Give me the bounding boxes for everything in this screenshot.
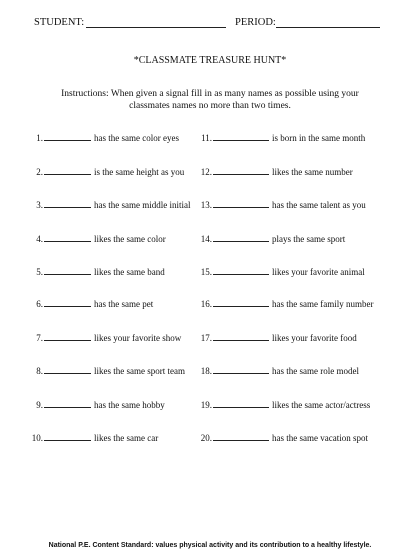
- name-blank: [213, 298, 269, 307]
- footer-standard: National P.E. Content Standard: values physical activity and its contribution to a healthy lifestyle.: [48, 542, 372, 549]
- item-text: likes the same number: [272, 167, 353, 177]
- list-item: [198, 166, 353, 177]
- item-number: 8.: [36, 366, 43, 376]
- item-text: likes your favorite food: [272, 333, 357, 343]
- item-text: has the same talent as you: [272, 200, 366, 210]
- name-blank: [44, 166, 91, 175]
- list-item: [198, 132, 365, 143]
- name-blank: [213, 166, 269, 175]
- item-number: 14.: [200, 234, 212, 244]
- item-text: likes your favorite show: [94, 333, 182, 343]
- name-blank: [213, 365, 269, 374]
- name-blank: [44, 332, 91, 341]
- item-number: 13.: [200, 200, 212, 210]
- item-text: is born in the same month: [272, 133, 366, 143]
- item-number: 1.: [36, 133, 43, 143]
- item-number: 6.: [36, 299, 43, 309]
- item-number: 16.: [200, 299, 212, 309]
- instructions-line-2: classmates names no more than two times.: [129, 101, 291, 111]
- item-text: likes the same band: [94, 267, 165, 277]
- item-text: likes the same actor/actress: [272, 400, 371, 410]
- list-item: [198, 332, 357, 343]
- list-item: [198, 365, 359, 376]
- list-item: [28, 399, 165, 410]
- item-text: plays the same sport: [272, 234, 346, 244]
- item-number: 11.: [201, 133, 212, 143]
- item-number: 12.: [200, 167, 212, 177]
- item-number: 10.: [31, 433, 43, 443]
- item-number: 7.: [36, 333, 43, 343]
- list-item: [28, 432, 158, 443]
- item-number: 3.: [36, 200, 43, 210]
- name-blank: [213, 132, 269, 141]
- item-text: has the same color eyes: [94, 133, 179, 143]
- name-blank: [213, 432, 269, 441]
- name-blank: [44, 132, 91, 141]
- item-text: has the same middle initial: [94, 200, 191, 210]
- list-item: [198, 199, 366, 210]
- name-blank: [44, 199, 91, 208]
- name-blank: [213, 332, 269, 341]
- item-number: 9.: [36, 400, 43, 410]
- period-label: PERIOD:: [235, 17, 276, 28]
- name-blank: [44, 399, 91, 408]
- name-blank: [213, 399, 269, 408]
- name-blank: [44, 298, 91, 307]
- item-text: has the same family number: [272, 299, 374, 309]
- name-blank: [44, 432, 91, 441]
- item-text: is the same height as you: [94, 167, 185, 177]
- item-number: 2.: [36, 167, 43, 177]
- list-item: [198, 399, 370, 410]
- item-text: likes your favorite animal: [272, 267, 365, 277]
- item-number: 18.: [200, 366, 212, 376]
- list-item: [28, 365, 185, 376]
- item-number: 17.: [200, 333, 212, 343]
- item-text: likes the same color: [94, 234, 166, 244]
- worksheet-title: *CLASSMATE TREASURE HUNT*: [133, 55, 287, 66]
- item-number: 15.: [200, 267, 212, 277]
- list-item: [28, 166, 184, 177]
- item-text: likes the same sport team: [94, 366, 185, 376]
- name-blank: [44, 266, 91, 275]
- list-item: [198, 266, 365, 277]
- name-blank: [44, 233, 91, 242]
- item-text: has the same vacation spot: [272, 433, 368, 443]
- item-number: 20.: [200, 433, 212, 443]
- list-item: [28, 132, 179, 143]
- item-text: likes the same car: [94, 433, 159, 443]
- item-number: 5.: [36, 267, 43, 277]
- name-blank: [213, 199, 269, 208]
- list-item: [28, 298, 153, 309]
- item-text: has the same pet: [94, 299, 154, 309]
- list-item: [28, 332, 181, 343]
- name-blank: [213, 266, 269, 275]
- name-blank: [213, 233, 269, 242]
- student-label: STUDENT:: [34, 17, 85, 28]
- instructions-line-1: Instructions: When given a signal fill in as many names as possible using your: [61, 89, 359, 99]
- list-item: [198, 432, 368, 443]
- list-item: [198, 298, 373, 309]
- list-item: [28, 199, 190, 210]
- item-text: has the same role model: [272, 366, 359, 376]
- list-item: [198, 233, 345, 244]
- item-number: 4.: [36, 234, 43, 244]
- name-blank: [44, 365, 91, 374]
- list-item: [28, 266, 165, 277]
- item-number: 19.: [200, 400, 212, 410]
- item-text: has the same hobby: [94, 400, 165, 410]
- list-item: [28, 233, 166, 244]
